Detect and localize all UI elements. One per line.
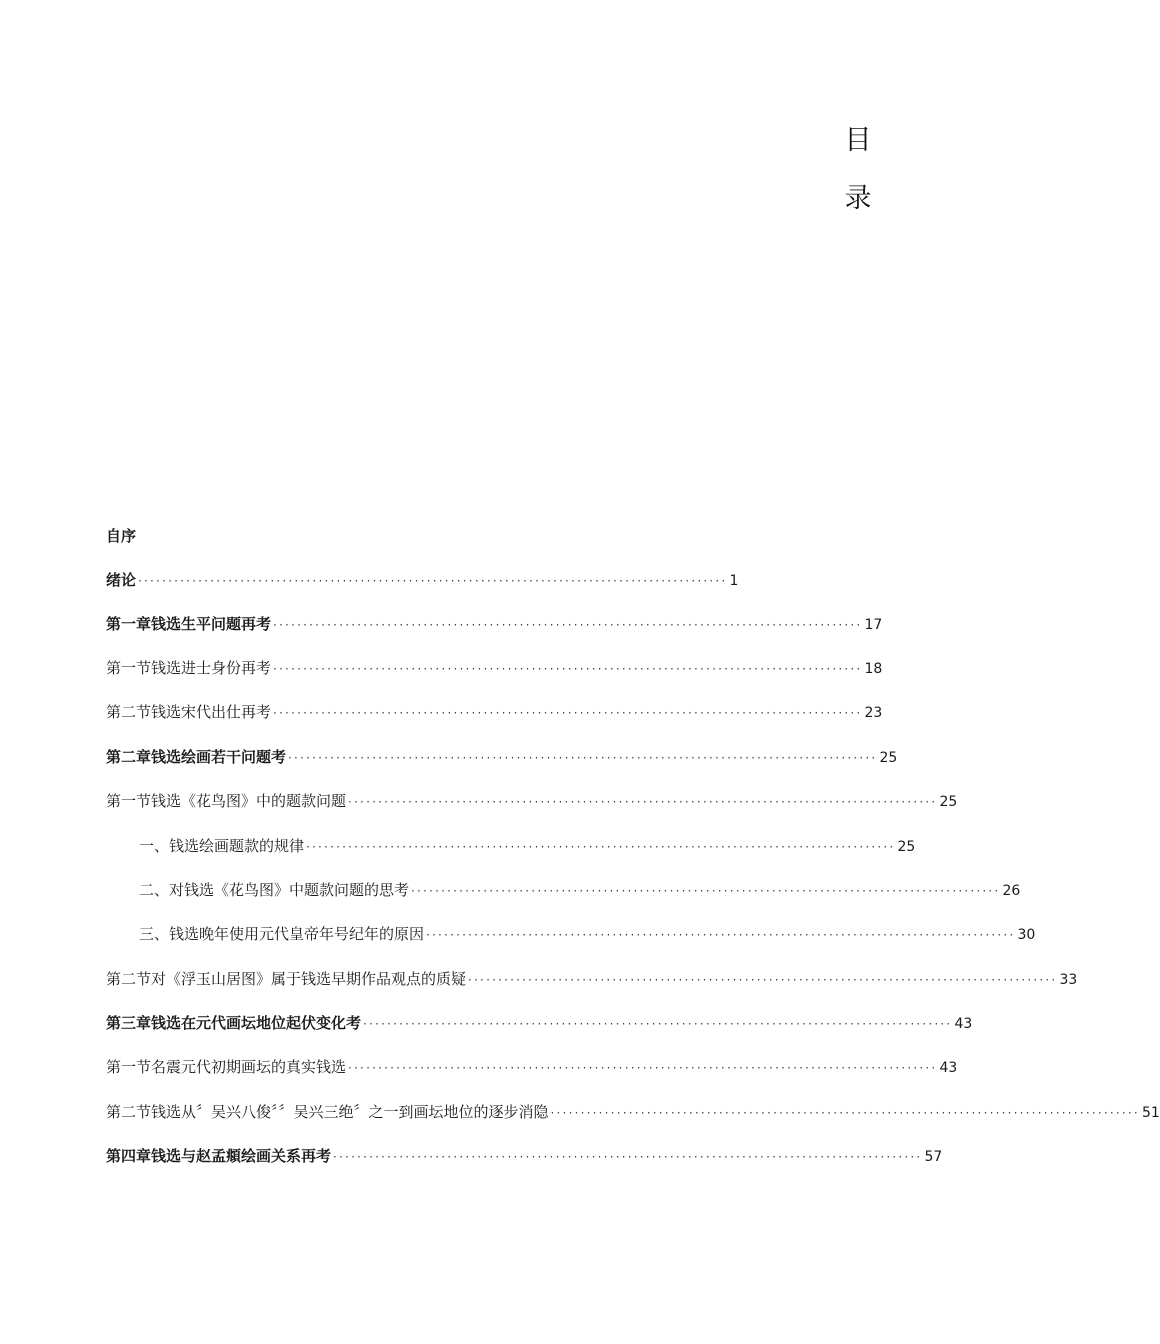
toc-entry-page: 25 <box>897 839 916 855</box>
leader-dots: ·································································································· <box>306 840 896 854</box>
leader-dots: ·································································································· <box>348 795 938 809</box>
toc-entry-page: 57 <box>924 1149 943 1165</box>
toc-entry-page: 23 <box>864 705 883 721</box>
toc-entry-subsection[interactable] <box>139 878 1021 902</box>
toc-entry-page: 43 <box>954 1016 973 1032</box>
toc-entry-page: 18 <box>864 661 883 677</box>
toc-entry-title: 三、钱选晚年使用元代皇帝年号纪年的原因 <box>139 925 425 943</box>
toc-entry-number: 第二节 <box>106 1103 152 1121</box>
toc-entry-section[interactable] <box>106 656 883 680</box>
toc-entry-introduction[interactable] <box>106 568 739 592</box>
toc-entry-chapter-4[interactable] <box>106 1144 943 1168</box>
toc-entry-title: 二、对钱选《花鸟图》中题款问题的思考 <box>139 881 410 899</box>
heading-char-1: 目 <box>844 125 872 156</box>
heading-char-2: 录 <box>844 183 872 214</box>
leader-dots: ·································································································· <box>288 751 878 765</box>
leader-dots: ·································································································· <box>138 574 728 588</box>
toc-entry-number: 第二章 <box>106 748 152 766</box>
toc-entry-section[interactable] <box>106 967 1078 991</box>
toc-entry-subsection[interactable] <box>139 834 916 858</box>
toc-entry-title: 钱选《花鸟图》中的题款问题 <box>151 792 347 810</box>
toc-entry-page: 33 <box>1059 972 1078 988</box>
toc-entry-page: 1 <box>729 573 739 589</box>
leader-dots: ·································································································· <box>363 1017 953 1031</box>
toc-entry-page: 25 <box>879 750 898 766</box>
toc-entry-title: 一、钱选绘画题款的规律 <box>139 837 305 855</box>
leader-dots: ·································································································· <box>426 928 1016 942</box>
leader-dots: ·································································································· <box>468 973 1058 987</box>
leader-dots: ·································································································· <box>550 1106 1140 1120</box>
leader-dots: ·································································································· <box>411 884 1001 898</box>
toc-entry-preface[interactable] <box>106 524 696 548</box>
toc-entry-page: 17 <box>864 617 883 633</box>
toc-entry-number: 第二节 <box>106 703 152 721</box>
toc-entry-title: 名震元代初期画坛的真实钱选 <box>151 1058 347 1076</box>
leader-dots: ·································································································· <box>273 662 863 676</box>
table-of-contents <box>106 0 1160 1344</box>
toc-entry-title: 钱选进士身份再考 <box>151 659 272 677</box>
toc-entry-page: 30 <box>1017 927 1036 943</box>
toc-entry-title: 钱选从〞吴兴八俊〞〞吴兴三绝〞之一到画坛地位的逐步消隐 <box>151 1103 549 1121</box>
toc-entry-title: 钱选生平问题再考 <box>151 615 272 633</box>
leader-dots: ·································································································· <box>348 1061 938 1075</box>
toc-entry-title: 钱选绘画若干问题考 <box>151 748 287 766</box>
toc-entry-title: 钱选在元代画坛地位起伏变化考 <box>151 1014 362 1032</box>
toc-entry-section[interactable] <box>106 700 883 724</box>
toc-entry-page: 25 <box>939 794 958 810</box>
toc-entry-title: 钱选宋代出仕再考 <box>151 703 272 721</box>
toc-entry-section[interactable] <box>106 789 958 813</box>
toc-entry-page: 43 <box>939 1060 958 1076</box>
toc-entry-chapter-3[interactable] <box>106 1011 973 1035</box>
leader-dots: ·································································································· <box>333 1150 923 1164</box>
contents-heading <box>838 112 878 228</box>
toc-entry-page: 26 <box>1002 883 1021 899</box>
toc-entry-number: 第四章 <box>106 1147 152 1165</box>
toc-entry-page: 51 <box>1141 1105 1160 1121</box>
toc-entry-number: 第一章 <box>106 615 152 633</box>
toc-entry-title: 对《浮玉山居图》属于钱选早期作品观点的质疑 <box>151 970 467 988</box>
toc-entry-subsection[interactable] <box>139 922 1036 946</box>
toc-entry-title: 自序 <box>106 527 137 545</box>
toc-entry-section[interactable] <box>106 1100 1160 1124</box>
leader-dots: ·································································································· <box>273 706 863 720</box>
toc-entry-chapter-2[interactable] <box>106 745 898 769</box>
toc-entry-number: 第二节 <box>106 970 152 988</box>
toc-entry-title: 钱选与赵孟頫绘画关系再考 <box>151 1147 332 1165</box>
toc-entry-chapter-1[interactable] <box>106 612 883 636</box>
toc-entry-section[interactable] <box>106 1055 958 1079</box>
toc-entry-number: 第一节 <box>106 792 152 810</box>
toc-entry-title: 绪论 <box>106 571 137 589</box>
toc-entry-number: 第一节 <box>106 659 152 677</box>
toc-entry-number: 第三章 <box>106 1014 152 1032</box>
toc-entry-number: 第一节 <box>106 1058 152 1076</box>
leader-dots: ·································································································· <box>273 618 863 632</box>
